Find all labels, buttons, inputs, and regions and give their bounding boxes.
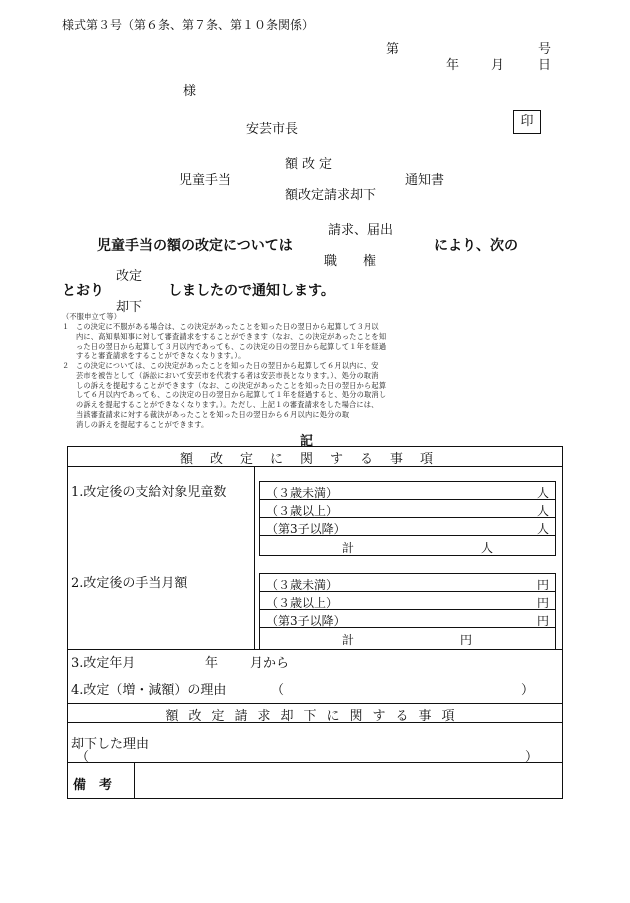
item4-label: 4.改定（増・減額）の理由	[71, 683, 227, 698]
section1-header: 額改定に関する事項	[179, 452, 450, 467]
body-line2-start: とおり	[62, 283, 104, 299]
appeal-note2-line: の訴えを提起することができなくなります。）。ただし、上記１の審査請求をした場合には、	[76, 400, 379, 410]
item2-total-row	[259, 627, 556, 649]
appeal-note1-line: この決定に不服がある場合は、この決定があったことを知った日の翌日から起算して３月以	[76, 322, 379, 331]
row-label: （３歳未満）	[266, 486, 339, 500]
item2-label: 2.改定後の手当月額	[71, 576, 188, 591]
doc-number-suffix: 号	[538, 42, 552, 57]
issuer-name: 安芸市長	[246, 122, 299, 137]
item4-close-paren: ）	[521, 683, 535, 698]
item1-row	[259, 517, 556, 536]
title-option-bottom: 額改定請求却下	[285, 188, 377, 203]
rejection-open-paren: （	[76, 750, 90, 765]
divider	[67, 703, 563, 704]
divider	[67, 466, 563, 467]
appeal-note2-line: 芸市を被告として（訴訟において安芸市を代表する者は安芸市長となります。）、処分の取消	[76, 370, 379, 380]
item3-year: 年	[205, 656, 219, 671]
title-suffix: 通知書	[405, 173, 445, 188]
appeal-note1-number: １	[62, 322, 70, 331]
appeal-note1-line: すると審査請求をすることができなくなります。）。	[76, 351, 246, 361]
row-unit: 人	[536, 504, 549, 518]
item2-row	[259, 573, 556, 592]
seal-box: 印	[513, 110, 541, 134]
appeal-note1-line: った日の翌日から起算して３月以内であっても、この決定の日の翌日から起算して１年を経過	[76, 341, 387, 351]
row-unit: 人	[536, 486, 549, 500]
rejection-close-paren: ）	[525, 750, 539, 765]
divider	[67, 649, 563, 650]
row-unit: 円	[536, 578, 549, 592]
reason-option-bottom: 職 権	[324, 254, 377, 269]
appeal-note2-number: ２	[62, 361, 70, 370]
divider	[134, 762, 135, 799]
body-line2-end: しましたので通知します。	[168, 283, 335, 299]
action-option-bottom: 却下	[116, 300, 143, 315]
date-month: 月	[491, 58, 505, 73]
addressee-honorific: 様	[183, 84, 197, 99]
row-label: （第3子以降）	[266, 614, 346, 628]
row-label: （３歳以上）	[266, 596, 339, 610]
row-label: （３歳以上）	[266, 504, 339, 518]
body-line1-end: により、次の	[434, 238, 518, 254]
date-day: 日	[538, 58, 552, 73]
item1-row	[259, 499, 556, 518]
appeal-heading: （不服申立て等）	[62, 312, 122, 321]
divider	[67, 722, 563, 723]
item1-total-row	[259, 535, 556, 556]
form-number: 様式第３号（第６条、第７条、第１０条関係）	[62, 18, 315, 32]
item2-row	[259, 609, 556, 628]
item3-month: 月から	[250, 656, 290, 671]
total-unit: 人	[481, 541, 494, 555]
title-prefix: 児童手当	[179, 173, 232, 188]
date-year: 年	[446, 58, 460, 73]
total-unit: 円	[460, 633, 473, 647]
appeal-note1-line: 内に、高知県知事に対して審査請求をすることができます（なお、この決定があったことを知	[76, 331, 387, 341]
action-option-top: 改定	[116, 269, 143, 284]
item1-label: 1.改定後の支給対象児童数	[71, 485, 227, 500]
total-label: 計	[342, 541, 355, 555]
ki-heading: 記	[300, 434, 314, 449]
appeal-note2	[76, 361, 386, 430]
body-line1-start: 児童手当の額の改定については	[97, 238, 293, 254]
row-unit: 人	[536, 522, 549, 536]
title-option-top: 額改定	[285, 157, 337, 172]
divider	[67, 762, 563, 763]
appeal-note2-line: この決定については、この決定があったことを知った日の翌日から起算して６月以内に、安	[76, 361, 379, 370]
item2-row	[259, 591, 556, 610]
remarks-label: 備 考	[73, 778, 113, 793]
appeal-note2-line: して６月以内であっても、この決定の日の翌日から起算して１年を経過すると、処分の取消し	[76, 390, 387, 400]
doc-number-prefix: 第	[386, 42, 400, 57]
divider	[254, 466, 255, 649]
appeal-note2-line: しの訴えを提起することができます（なお、この決定があったことを知った日の翌日から起算	[76, 380, 387, 390]
appeal-note2-line: 当該審査請求に対する裁決があったことを知った日の翌日から６月以内に処分の取	[76, 409, 350, 419]
row-label: （第3子以降）	[266, 522, 346, 536]
item3-label: 3.改定年月	[71, 656, 136, 671]
item1-row	[259, 481, 556, 500]
section2-header: 額改定請求却下に関する事項	[165, 709, 465, 724]
reason-option-top: 請求、届出	[328, 223, 394, 238]
rejection-label: 却下した理由	[71, 737, 150, 752]
appeal-note2-line: 消しの訴えを提起することができます。	[76, 419, 209, 429]
item4-open-paren: （	[271, 683, 285, 698]
row-unit: 円	[536, 596, 549, 610]
total-label: 計	[342, 633, 355, 647]
row-unit: 円	[536, 614, 549, 628]
row-label: （３歳未満）	[266, 578, 339, 592]
appeal-note1	[76, 322, 386, 361]
